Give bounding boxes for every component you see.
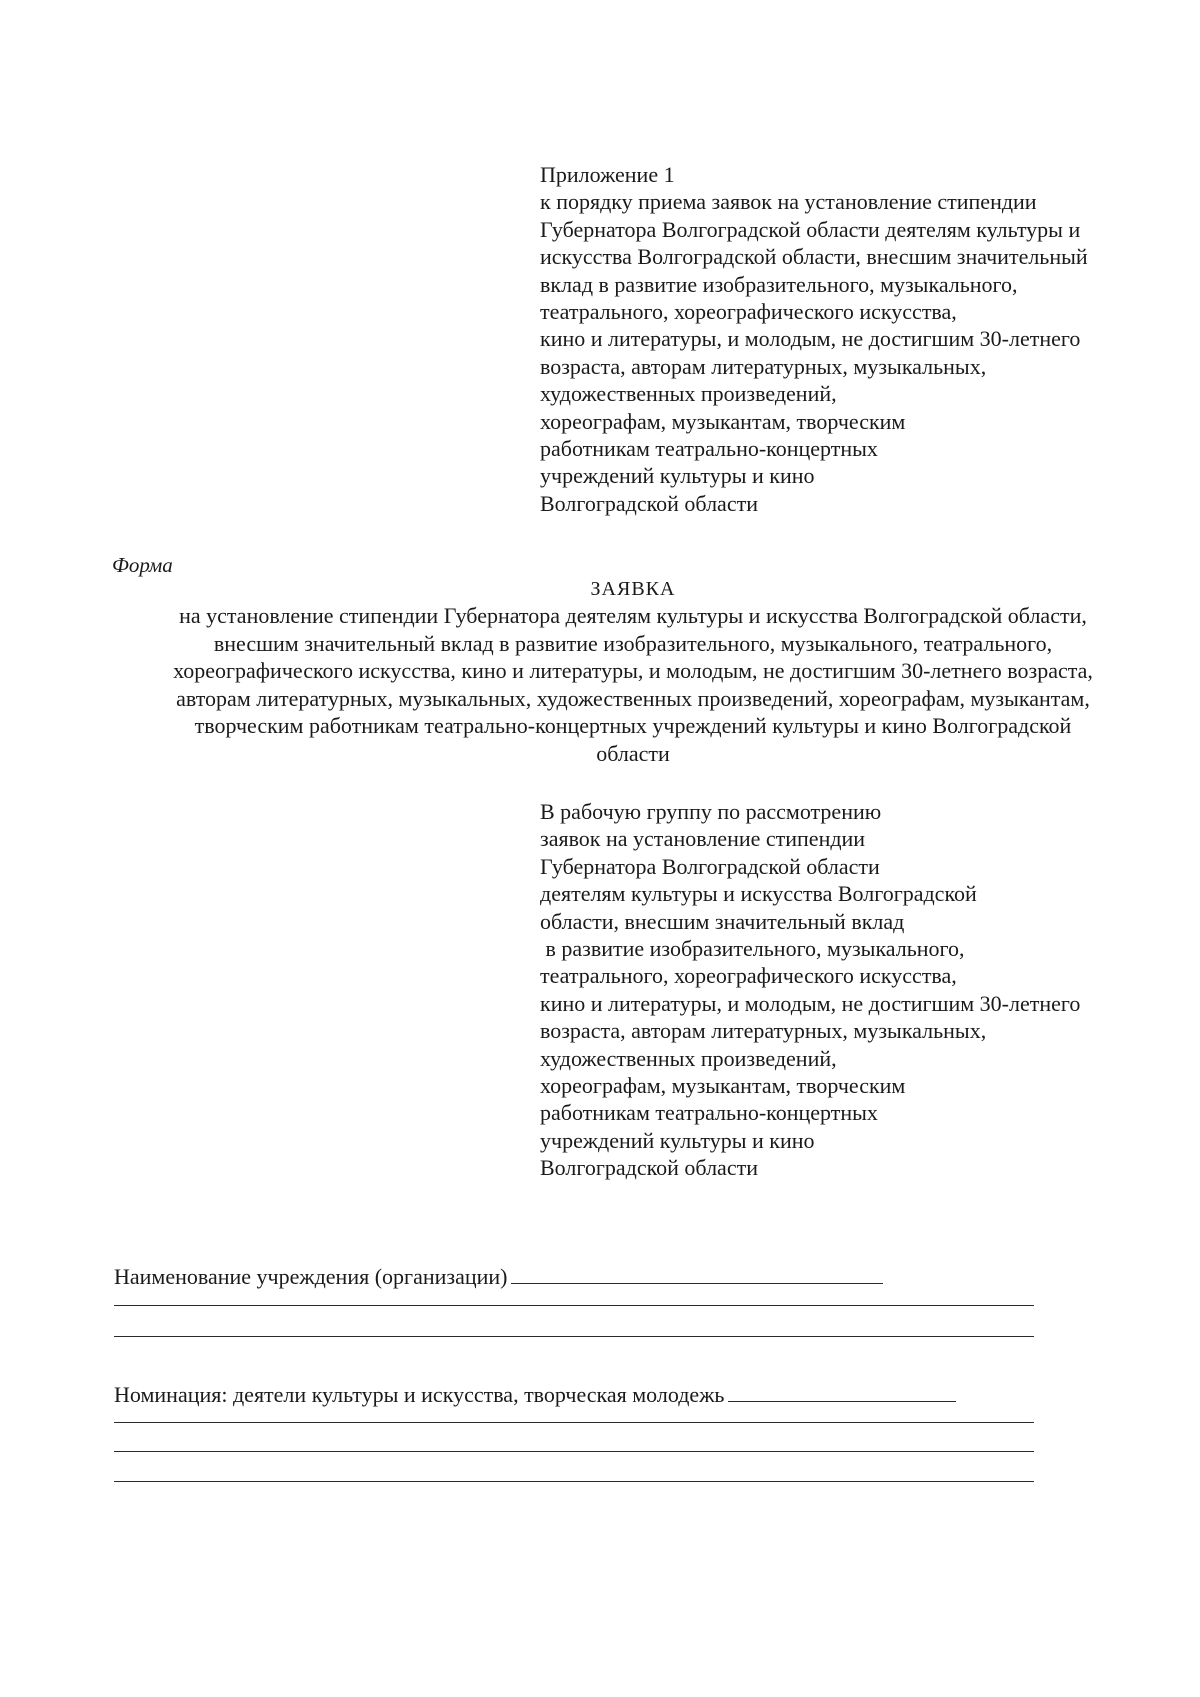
addressee-line: работникам театрально-концертных [540,1100,878,1126]
application-line: внесшим значительный вклад в развитие изобразительного, музыкального, театрального, [213,630,1053,656]
institution-input-line-2[interactable] [114,1305,1034,1306]
application-line: области [596,740,670,766]
application-line: хореографического искусства, кино и литературы, и молодым, не достигшим 30-летнего возраста, [173,658,1093,684]
addressee-line: учреждений культуры и кино [540,1127,815,1153]
institution-input-line[interactable] [511,1265,883,1284]
nomination-input-line[interactable] [728,1383,956,1402]
appendix-line: кино и литературы, и молодым, не достигшим 30-летнего [540,326,1081,352]
application-description [100,602,1166,768]
appendix-line: Приложение 1 [540,162,675,187]
addressee-line: Губернатора Волгоградской области [540,853,880,879]
appendix-line: учреждений культуры и кино [540,463,815,489]
nomination-input-line-2[interactable] [114,1422,1034,1423]
addressee-line: театрального, хореографического искусства, [540,963,957,989]
appendix-line: театрального, хореографического искусства, [540,299,957,325]
addressee-line: В рабочую группу по рассмотрению [540,799,882,824]
appendix-line: возраста, авторам литературных, музыкальных, [540,353,987,379]
addressee-block [540,798,1080,1182]
nomination-field [114,1382,956,1408]
addressee-line: кино и литературы, и молодым, не достигшим 30-летнего [540,990,1081,1016]
addressee-line: заявок на установление стипендии [540,826,866,852]
institution-label: Наименование учреждения (организации) [114,1264,508,1289]
addressee-line: деятелям культуры и искусства Волгоградской [540,881,977,907]
appendix-line: работникам театрально-концертных [540,436,878,462]
nomination-label: Номинация: деятели культуры и искусства, творческая молодежь [114,1382,725,1407]
institution-field [114,1264,883,1290]
appendix-line: вклад в развитие изобразительного, музыкального, [540,271,1018,297]
application-line: на установление стипендии Губернатора деятелям культуры и искусства Волгоградской области, [179,603,1087,628]
application-title: ЗАЯВКА [590,578,676,600]
appendix-line: художественных произведений, [540,381,837,407]
application-line: творческим работникам театрально-концертных учреждений культуры и кино Волгоградской [194,713,1072,739]
appendix-line: хореографам, музыкантам, творческим [540,408,906,434]
institution-input-line-3[interactable] [114,1336,1034,1337]
addressee-line: Волгоградской области [540,1155,758,1181]
appendix-line: к порядку приема заявок на установление стипендии [540,189,1037,215]
addressee-line: возраста, авторам литературных, музыкальных, [540,1018,987,1044]
form-label: Форма [112,553,173,577]
application-line: авторам литературных, музыкальных, художественных произведений, хореографам, музыкантам, [176,685,1090,711]
addressee-line: хореографам, музыкантам, творческим [540,1073,906,1099]
nomination-input-line-4[interactable] [114,1481,1034,1482]
appendix-header [540,161,1088,517]
addressee-line: области, внесшим значительный вклад [540,908,905,934]
addressee-line: в развитие изобразительного, музыкального, [540,936,965,962]
addressee-line: художественных произведений, [540,1045,837,1071]
nomination-input-line-3[interactable] [114,1451,1034,1452]
appendix-line: Волгоградской области [540,490,758,516]
appendix-line: Губернатора Волгоградской области деятелям культуры и [540,216,1081,242]
appendix-line: искусства Волгоградской области, внесшим значительный [540,244,1088,270]
